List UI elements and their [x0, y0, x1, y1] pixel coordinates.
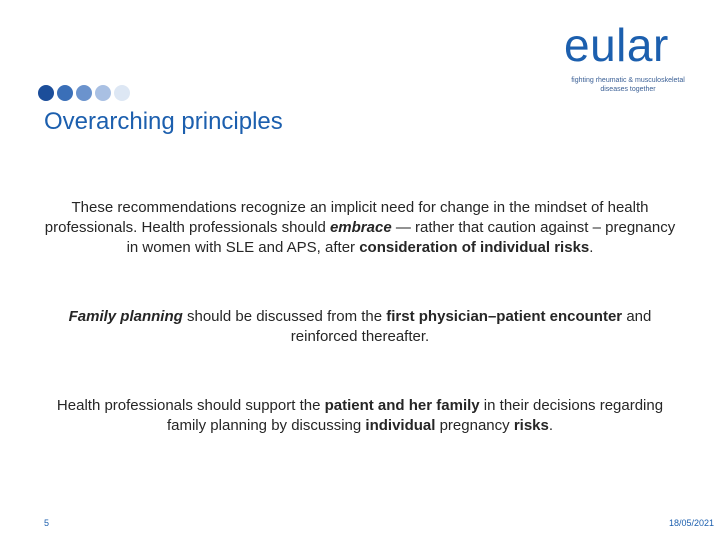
dot-3: [76, 85, 92, 101]
footer-date: 18/05/2021: [668, 518, 714, 528]
p3-emphasis-family: patient and her family: [324, 397, 480, 414]
p1-text-e: .: [589, 239, 594, 256]
slide-title: Overarching principles: [44, 108, 283, 135]
p2-text-b: should be discussed from the: [182, 308, 387, 325]
dot-4: [95, 85, 111, 101]
decorative-dots: [38, 85, 130, 101]
p1-emphasis-risks: consideration of individual risks: [359, 239, 590, 256]
p3-emphasis-risks: risks: [513, 417, 549, 434]
p2-emphasis-encounter: first physician–patient encounter: [386, 308, 623, 325]
logo-tagline-line-1: fighting rheumatic & musculoskeletal: [571, 77, 685, 84]
p1-emphasis-embrace: embrace: [329, 219, 392, 236]
p3-text-g: .: [548, 417, 554, 434]
dot-2: [57, 85, 73, 101]
p3-text-a: Health professionals should support the: [56, 397, 325, 414]
principle-paragraph-2: [40, 307, 680, 347]
p1-text-a: These recommendations recognize an implicit need for change in the mindset of health professionals. Health professionals should: [44, 199, 649, 236]
principle-paragraph-3: [40, 396, 680, 436]
dot-1: [38, 85, 54, 101]
p3-emphasis-individual: individual: [365, 417, 436, 434]
dot-5: [114, 85, 130, 101]
p2-text-d: and reinforced thereafter.: [290, 308, 652, 345]
p3-text-e: pregnancy: [435, 417, 514, 434]
p3-text-c: in their decisions regarding family planning by discussing: [166, 397, 664, 434]
logo-tagline-line-2: diseases together: [600, 86, 656, 93]
logo-tagline: [562, 76, 694, 94]
principle-paragraph-1: [40, 198, 680, 258]
eular-logo: [560, 19, 700, 94]
page-number: 5: [44, 518, 50, 528]
logo-wordmark: eular: [564, 19, 669, 71]
p1-text-c: — rather that caution against – pregnancy in women with SLE and APS, after: [126, 219, 676, 256]
p2-emphasis-family-planning: Family planning: [68, 308, 183, 325]
